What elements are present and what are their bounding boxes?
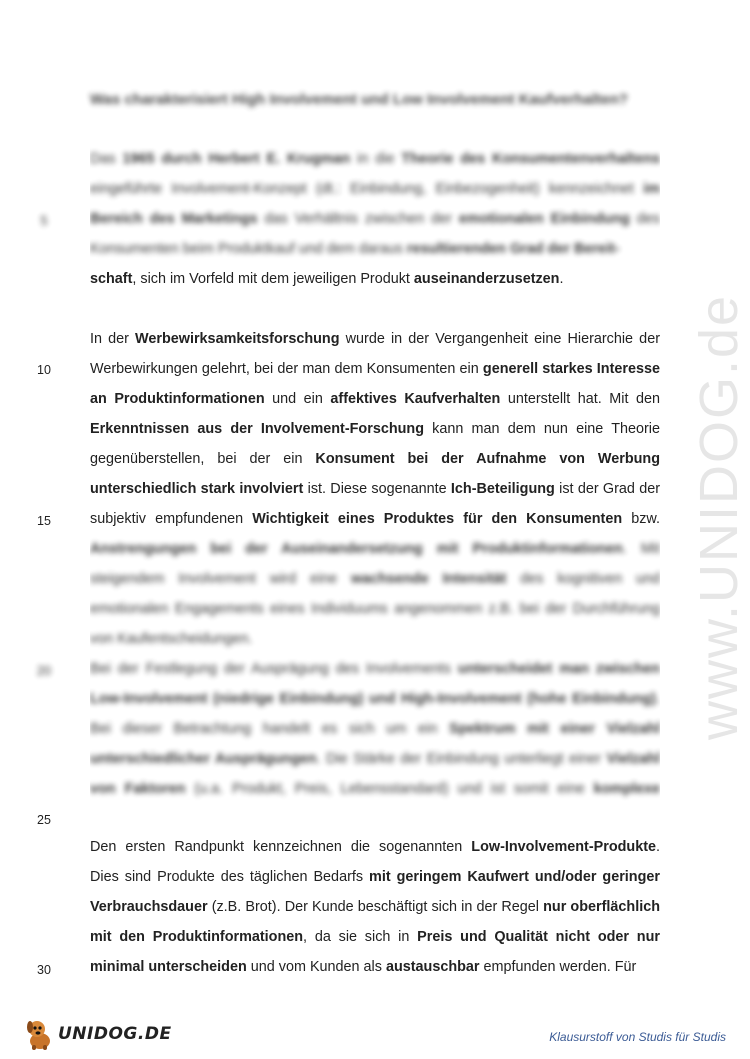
paragraph-3-blurred-text: Bei der Festlegung der Ausprägung des Involvements unterscheidet man zwischen Low-Involvement (niedrige Einbindung) und High-Involvement (hohe Einbindung). Bei dieser Betrachtung handelt es sich um ein Spektrum mit einer Vielzahl unterschiedlicher Ausprägungen. Die Stärke der Einbindung unterliegt einer Vielzahl von Faktoren (u.a. Produkt, Preis, Lebensstandard) und ist somit eine komplexe: [90, 661, 660, 797]
paragraph-2-blurred: [90, 534, 660, 654]
line-number-20: 20: [37, 664, 51, 678]
paragraph-1-blurred-text: Das 1965 durch Herbert E. Krugman in die Theorie des Konsumentenverhaltens eingeführte Involvement-Konzept (dt.: Einbindung, Einbezogenheit) kennzeichnet im Bereich des Marketings das Verhältnis zwischen der emotionalen Einbindung des Konsumenten beim Produktkauf und dem daraus resultierenden Grad der Bereit-: [90, 151, 660, 257]
line-number-15: 15: [37, 514, 51, 528]
footer-logo: [24, 1014, 172, 1054]
line-number-5: 5: [40, 214, 48, 228]
paragraph-1-clear: schaft, sich im Vorfeld mit dem jeweiligen Produkt auseinanderzusetzen.: [90, 271, 564, 287]
logo-text: UNIDOG.DE: [58, 1024, 172, 1044]
paragraph-4: Den ersten Randpunkt kennzeichnen die sogenannten Low-Involvement-Produkte. Dies sind Produkte des täglichen Bedarfs mit geringem Kaufwert und/oder geringer Verbrauchsdauer (z.B. Brot). Der Kunde beschäftigt sich in der Regel nur oberflächlich mit den Produktinformationen, da sie sich in Preis und Qualität nicht oder nur minimal unterscheiden und vom Kunden als austauschbar empfunden werden. Für: [90, 839, 660, 975]
paragraph-1-blurred: [90, 144, 660, 264]
line-number-30: 30: [37, 963, 51, 977]
line-number-10: 10: [37, 363, 51, 377]
paragraph-3: [90, 654, 660, 804]
watermark: www.UNIDOG.de: [689, 293, 749, 740]
line-number-25: 25: [37, 813, 51, 827]
dog-mascot-icon: [24, 1017, 54, 1051]
paragraph-2-blurred-text: Anstrengungen bei der Auseinandersetzung mit Produktinformationen. Mit steigendem Involvement wird eine wachsende Intensität des kognitiven und emotionalen Engagements eines Individuums angenommen z.B. bei der Durchführung von Kaufentscheidungen.: [90, 541, 660, 647]
paragraph-2-clear: In der Werbewirksamkeitsforschung wurde in der Vergangenheit eine Hierarchie der Werbewirkungen gelehrt, bei der man dem Konsumenten ein generell starkes Interesse an Produktinformationen und ein affektives Kaufverhalten unterstellt hat. Mit den Erkenntnissen aus der Involvement-Forschung kann man dem nun eine Theorie gegenüberstellen, bei der ein Konsument bei der Aufnahme von Werbung unterschiedlich stark involviert ist. Diese sogenannte Ich-Beteiligung ist der Grad der subjektiv empfundenen Wichtigkeit eines Produktes für den Konsumenten bzw.: [90, 331, 660, 527]
page-heading: Was charakterisiert High Involvement und Low Involvement Kaufverhalten?: [90, 91, 628, 108]
footer-tagline: Klausurstoff von Studis für Studis: [549, 1030, 726, 1044]
